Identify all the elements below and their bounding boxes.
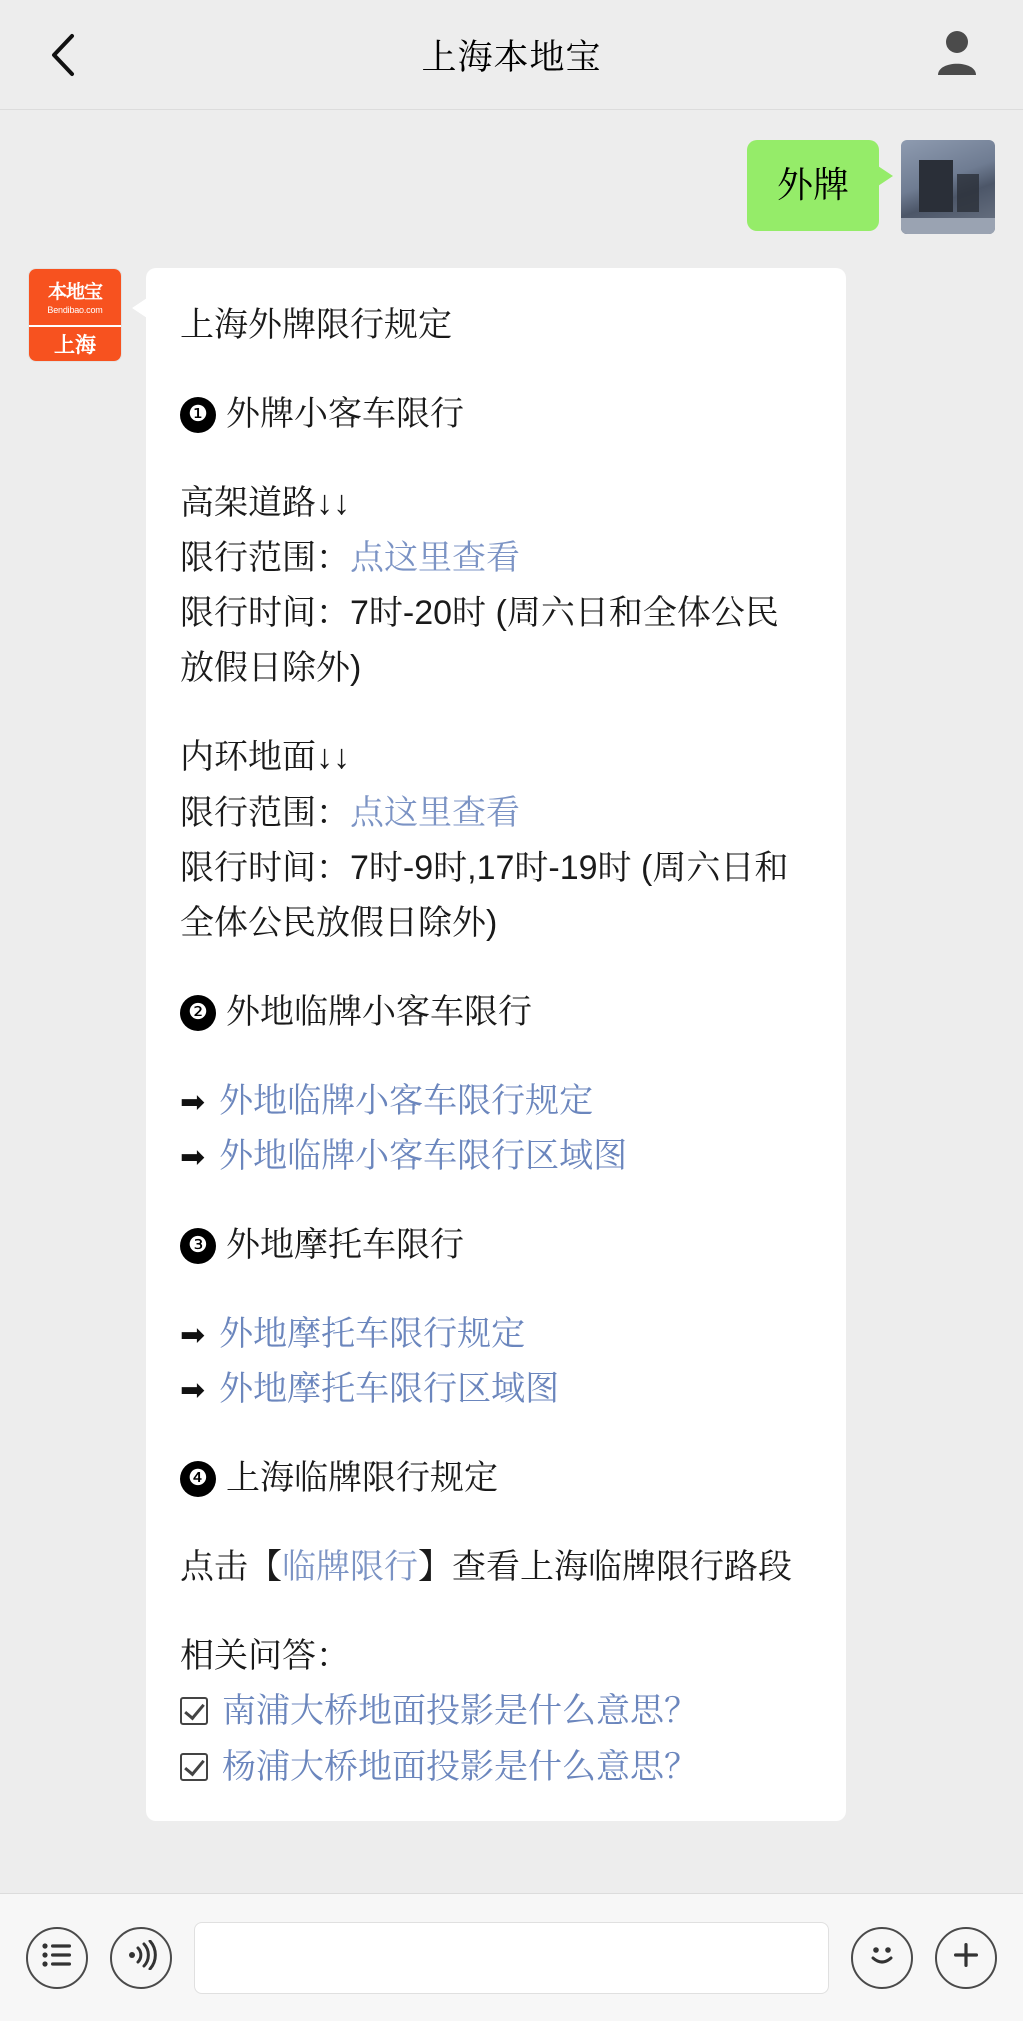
message-input[interactable] xyxy=(194,1922,829,1994)
section-1-heading xyxy=(180,387,812,442)
section-3-heading xyxy=(180,1218,812,1273)
inner-ring-label: 内环地面↓↓ xyxy=(180,738,350,777)
scope-link[interactable]: 点这里查看 xyxy=(350,793,520,832)
chat-header xyxy=(0,0,1023,110)
section-3-link-1[interactable]: 外地摩托车限行规定 xyxy=(219,1315,526,1354)
keyboard-switch-button[interactable] xyxy=(26,1927,88,1989)
qa-title: 相关问答： xyxy=(180,1637,350,1676)
section-3-link-1-row xyxy=(180,1307,812,1362)
section-4-heading xyxy=(180,1451,812,1506)
outgoing-message-bubble[interactable]: 外牌 xyxy=(747,140,879,231)
plus-icon xyxy=(949,1938,983,1977)
logo-text-city: 上海 xyxy=(29,325,121,361)
keyboard-list-icon xyxy=(40,1940,74,1975)
arrow-right-icon: ➡ xyxy=(180,1374,206,1408)
checkbox-icon xyxy=(180,1753,208,1781)
note-link[interactable]: 临牌限行 xyxy=(282,1548,418,1587)
contact-info-button[interactable] xyxy=(931,29,983,81)
message-row-outgoing xyxy=(28,140,995,234)
arrow-right-icon: ➡ xyxy=(180,1085,206,1119)
section-1-heading-text: 外牌小客车限行 xyxy=(226,395,464,434)
scope-label: 限行范围： xyxy=(180,793,350,832)
number-badge-2: ❷ xyxy=(180,995,216,1031)
avatar[interactable] xyxy=(28,268,122,362)
elevated-road-label: 高架道路↓↓ xyxy=(180,484,350,523)
qa-item-1[interactable]: 南浦大桥地面投影是什么意思？ xyxy=(222,1692,698,1731)
more-actions-button[interactable] xyxy=(935,1927,997,1989)
qa-item-2-row xyxy=(180,1740,812,1795)
emoji-button[interactable] xyxy=(851,1927,913,1989)
note-suffix: 】查看上海临牌限行路段 xyxy=(418,1548,792,1587)
note-prefix: 点击【 xyxy=(180,1548,282,1587)
arrow-right-icon: ➡ xyxy=(180,1319,206,1353)
inner-ring-scope xyxy=(180,786,812,841)
time-label: 限行时间： xyxy=(180,848,350,887)
arrow-right-icon: ➡ xyxy=(180,1140,206,1174)
message-row-incoming xyxy=(28,268,995,1821)
section-2-heading xyxy=(180,985,812,1040)
number-badge-1: ❶ xyxy=(180,397,216,433)
time-value: 7时-20时 (周六日和全体公民放假日除外) xyxy=(180,594,779,688)
page-title: 上海本地宝 xyxy=(421,37,602,77)
section-3-link-2[interactable]: 外地摩托车限行区域图 xyxy=(219,1370,560,1409)
qa-item-2[interactable]: 杨浦大桥地面投影是什么意思？ xyxy=(222,1747,698,1786)
avatar[interactable] xyxy=(901,140,995,234)
inner-ring-time xyxy=(180,841,812,951)
scope-label: 限行范围： xyxy=(180,539,350,578)
section-4-heading-text: 上海临牌限行规定 xyxy=(226,1459,498,1498)
time-label: 限行时间： xyxy=(180,594,350,633)
voice-input-button[interactable] xyxy=(110,1927,172,1989)
section-2-link-2-row xyxy=(180,1129,812,1184)
section-2-heading-text: 外地临牌小客车限行 xyxy=(226,992,532,1031)
number-badge-4: ❹ xyxy=(180,1461,216,1497)
checkbox-icon xyxy=(180,1697,208,1725)
elevated-road-time xyxy=(180,586,812,696)
section-4-note xyxy=(180,1540,812,1595)
incoming-message-bubble[interactable] xyxy=(146,268,846,1821)
smiley-icon xyxy=(862,1935,902,1980)
section-3-heading-text: 外地摩托车限行 xyxy=(226,1226,464,1265)
elevated-road-scope xyxy=(180,531,812,586)
qa-item-1-row xyxy=(180,1684,812,1739)
time-value: 7时-9时,17时-19时 (周六日和全体公民放假日除外) xyxy=(180,848,789,942)
section-2-link-1[interactable]: 外地临牌小客车限行规定 xyxy=(219,1081,594,1120)
section-2-link-1-row xyxy=(180,1074,812,1129)
voice-wave-icon xyxy=(123,1940,159,1975)
message-input-bar xyxy=(0,1893,1023,2021)
message-title: 上海外牌限行规定 xyxy=(180,306,452,344)
message-list[interactable] xyxy=(0,110,1023,1893)
section-2-link-2[interactable]: 外地临牌小客车限行区域图 xyxy=(219,1136,628,1175)
scope-link[interactable]: 点这里查看 xyxy=(350,539,520,578)
section-3-link-2-row xyxy=(180,1362,812,1417)
person-icon xyxy=(934,27,980,82)
logo-text-en: Bendibao.com xyxy=(47,305,103,315)
number-badge-3: ❸ xyxy=(180,1228,216,1264)
logo-text-cn: 本地宝 xyxy=(47,282,102,303)
